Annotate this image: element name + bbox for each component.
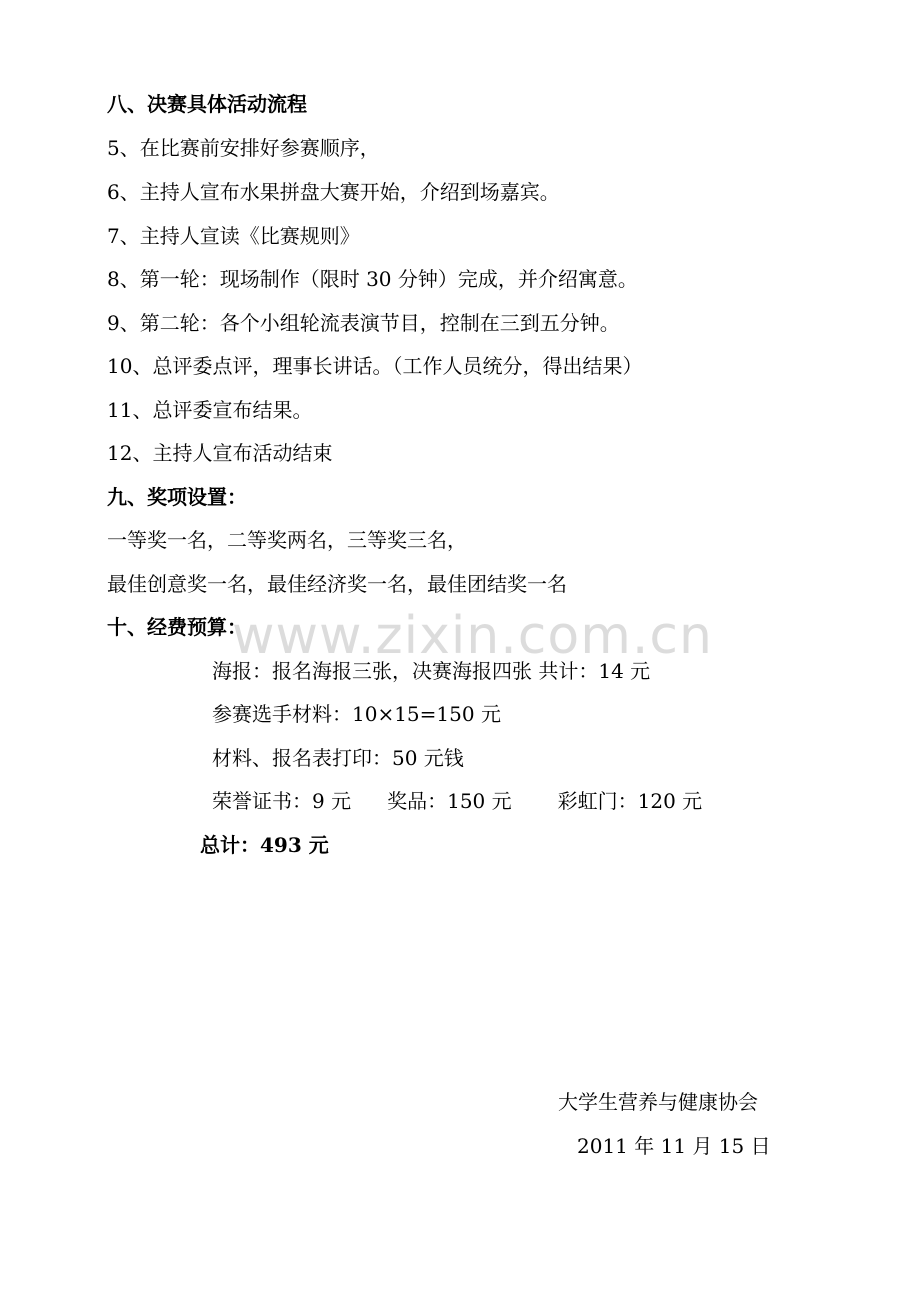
watermark: www.zixin.com.cn — [232, 606, 713, 666]
signature-date: 2011 年 11 月 15 日 — [577, 1134, 771, 1158]
section-8-item: 5、在比赛前安排好参赛顺序， — [107, 136, 380, 160]
budget-rainbow-gate: 彩虹门：120 元 — [557, 789, 703, 813]
signature-org: 大学生营养与健康协会 — [558, 1090, 758, 1114]
section-8-item: 7、主持人宣读《比赛规则》 — [107, 224, 360, 248]
budget-total: 总计：493 元 — [200, 833, 329, 857]
section-9-heading: 九、奖项设置： — [107, 485, 247, 509]
section-8-item: 9、第二轮：各个小组轮流表演节目，控制在三到五分钟。 — [107, 311, 620, 335]
budget-item: 参赛选手材料：10×15=150 元 — [212, 702, 501, 726]
section-9-item: 最佳创意奖一名，最佳经济奖一名，最佳团结奖一名 — [107, 572, 567, 596]
budget-prizes: 奖品：150 元 — [387, 789, 512, 813]
section-8-heading: 八、决赛具体活动流程 — [107, 92, 307, 116]
budget-certificate: 荣誉证书：9 元 — [212, 789, 352, 813]
section-8-item: 11、总评委宣布结果。 — [107, 398, 313, 422]
section-8-item: 10、总评委点评，理事长讲话。（工作人员统分，得出结果） — [107, 354, 643, 378]
budget-item: 海报：报名海报三张，决赛海报四张 共计：14 元 — [212, 659, 651, 683]
budget-awards-line — [212, 788, 702, 814]
budget-item: 材料、报名表打印：50 元钱 — [212, 746, 464, 770]
section-9-item: 一等奖一名，二等奖两名，三等奖三名， — [107, 528, 467, 552]
section-8-item: 6、主持人宣布水果拼盘大赛开始，介绍到场嘉宾。 — [107, 180, 560, 204]
section-8-item: 8、第一轮：现场制作（限时 30 分钟）完成，并介绍寓意。 — [107, 267, 638, 291]
section-10-heading: 十、经费预算： — [107, 615, 247, 639]
section-8-item: 12、主持人宣布活动结束 — [107, 441, 333, 465]
